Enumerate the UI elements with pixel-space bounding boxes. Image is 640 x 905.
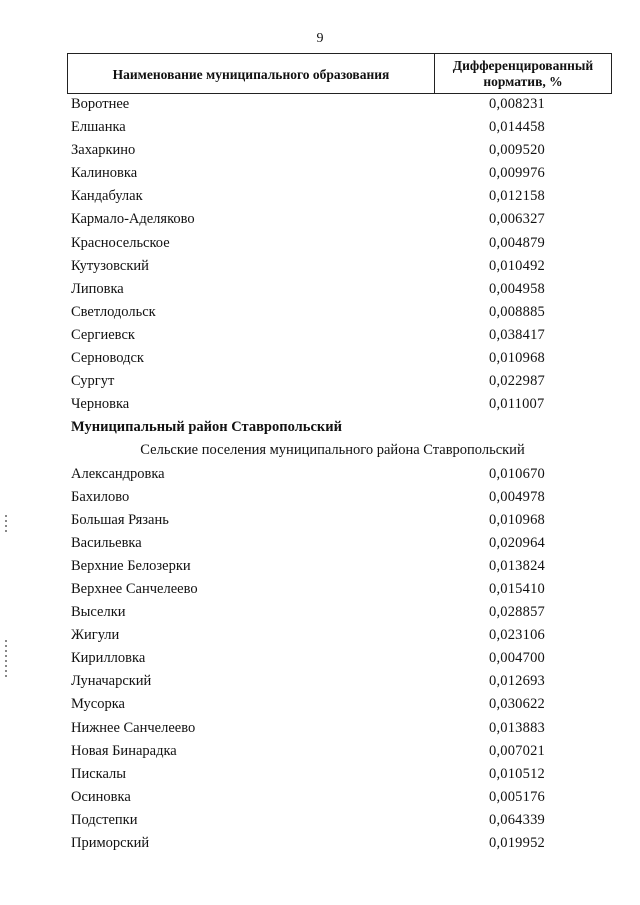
table-header — [67, 53, 612, 94]
normative-value: 0,011007 — [489, 396, 545, 413]
table-row — [0, 278, 640, 301]
municipality-name: Верхнее Санчелеево — [71, 580, 198, 597]
municipality-name: Жигули — [71, 627, 120, 644]
municipality-name: Сургут — [71, 373, 115, 390]
normative-value: 0,038417 — [489, 326, 545, 343]
municipality-name: Кармало-Аделяково — [71, 211, 195, 228]
normative-value: 0,007021 — [489, 742, 545, 759]
header-normative-line1: Дифференцированный — [452, 57, 594, 73]
table-row — [0, 647, 640, 670]
municipality-name: Сергиевск — [71, 326, 135, 343]
normative-value: 0,020964 — [489, 534, 545, 551]
normative-value: 0,030622 — [489, 696, 545, 713]
table-row — [0, 116, 640, 139]
normative-value: 0,022987 — [489, 373, 545, 390]
municipality-name: Новая Бинарадка — [71, 742, 177, 759]
municipality-name: Красносельское — [71, 234, 170, 251]
table-body — [0, 93, 640, 855]
municipality-name: Липовка — [71, 280, 124, 297]
table-row — [0, 740, 640, 763]
table-row — [0, 232, 640, 255]
municipality-name: Подстепки — [71, 811, 138, 828]
table-row — [0, 832, 640, 855]
municipality-name: Черновка — [71, 396, 130, 413]
table-row — [0, 463, 640, 486]
normative-value: 0,010968 — [489, 511, 545, 528]
district-subheading: Сельские поселения муниципального района Ставропольский — [140, 442, 525, 459]
municipality-name: Выселки — [71, 604, 126, 621]
normative-value: 0,010492 — [489, 257, 545, 274]
municipality-name: Кутузовский — [71, 257, 149, 274]
table-row — [0, 601, 640, 624]
municipality-name: Александровка — [71, 465, 165, 482]
normative-value: 0,005176 — [489, 788, 545, 805]
table-row — [0, 347, 640, 370]
header-name-column: Наименование муниципального образования — [68, 54, 435, 93]
normative-value: 0,015410 — [489, 580, 545, 597]
table-row — [0, 185, 640, 208]
table-row — [0, 139, 640, 162]
table-row — [0, 693, 640, 716]
normative-value: 0,014458 — [489, 119, 545, 136]
municipality-name: Пискалы — [71, 765, 127, 782]
table-row — [0, 324, 640, 347]
normative-value: 0,004879 — [489, 234, 545, 251]
normative-value: 0,009976 — [489, 165, 545, 182]
table-row — [0, 624, 640, 647]
normative-value: 0,009520 — [489, 142, 545, 159]
normative-value: 0,004958 — [489, 280, 545, 297]
district-heading: Муниципальный район Ставропольский — [71, 419, 342, 436]
table-row — [0, 486, 640, 509]
table-row — [0, 301, 640, 324]
table-row — [0, 786, 640, 809]
table-row — [0, 809, 640, 832]
normative-value: 0,004700 — [489, 650, 545, 667]
municipality-name: Серноводск — [71, 350, 144, 367]
municipality-name: Верхние Белозерки — [71, 557, 191, 574]
normative-value: 0,006327 — [489, 211, 545, 228]
table-row — [0, 717, 640, 740]
normative-value: 0,010968 — [489, 350, 545, 367]
table-row — [0, 509, 640, 532]
table-row — [0, 532, 640, 555]
municipality-name: Приморский — [71, 835, 150, 851]
municipality-name: Светлодольск — [71, 303, 156, 320]
table-row — [0, 393, 640, 416]
header-normative-column — [435, 54, 611, 93]
normative-value: 0,013824 — [489, 557, 545, 574]
municipality-name: Осиновка — [71, 788, 131, 805]
normative-value: 0,008885 — [489, 303, 545, 320]
normative-value: 0,010670 — [489, 465, 545, 482]
municipality-name: Кандабулак — [71, 188, 143, 205]
table-row — [0, 370, 640, 393]
table-row — [0, 555, 640, 578]
normative-value: 0,019952 — [489, 835, 545, 851]
normative-value: 0,012693 — [489, 673, 545, 690]
normative-value: 0,013883 — [489, 719, 545, 736]
normative-value: 0,023106 — [489, 627, 545, 644]
table-row — [0, 578, 640, 601]
municipality-name: Нижнее Санчелеево — [71, 719, 196, 736]
municipality-name: Кирилловка — [71, 650, 146, 667]
normative-value: 0,028857 — [489, 604, 545, 621]
table-row — [0, 162, 640, 185]
normative-value: 0,004978 — [489, 488, 545, 505]
municipality-name: Луначарский — [71, 673, 152, 690]
municipality-name: Васильевка — [71, 534, 142, 551]
municipality-name: Большая Рязань — [71, 511, 169, 528]
normative-value: 0,008231 — [489, 96, 545, 112]
municipality-name: Елшанка — [71, 119, 126, 136]
normative-value: 0,010512 — [489, 765, 545, 782]
table-row — [0, 670, 640, 693]
municipality-name: Калиновка — [71, 165, 138, 182]
district-subheading-row — [0, 439, 640, 462]
district-heading-row — [0, 416, 640, 439]
page-number: 9 — [316, 31, 324, 46]
normative-value: 0,064339 — [489, 811, 545, 828]
table-row — [0, 93, 640, 116]
municipality-name: Мусорка — [71, 696, 125, 713]
table-row — [0, 208, 640, 231]
table-row — [0, 255, 640, 278]
municipality-name: Бахилово — [71, 488, 130, 505]
header-normative-line2: норматив, % — [483, 73, 563, 89]
municipality-name: Захаркино — [71, 142, 136, 159]
normative-value: 0,012158 — [489, 188, 545, 205]
municipality-name: Воротнее — [71, 96, 130, 112]
table-row — [0, 763, 640, 786]
